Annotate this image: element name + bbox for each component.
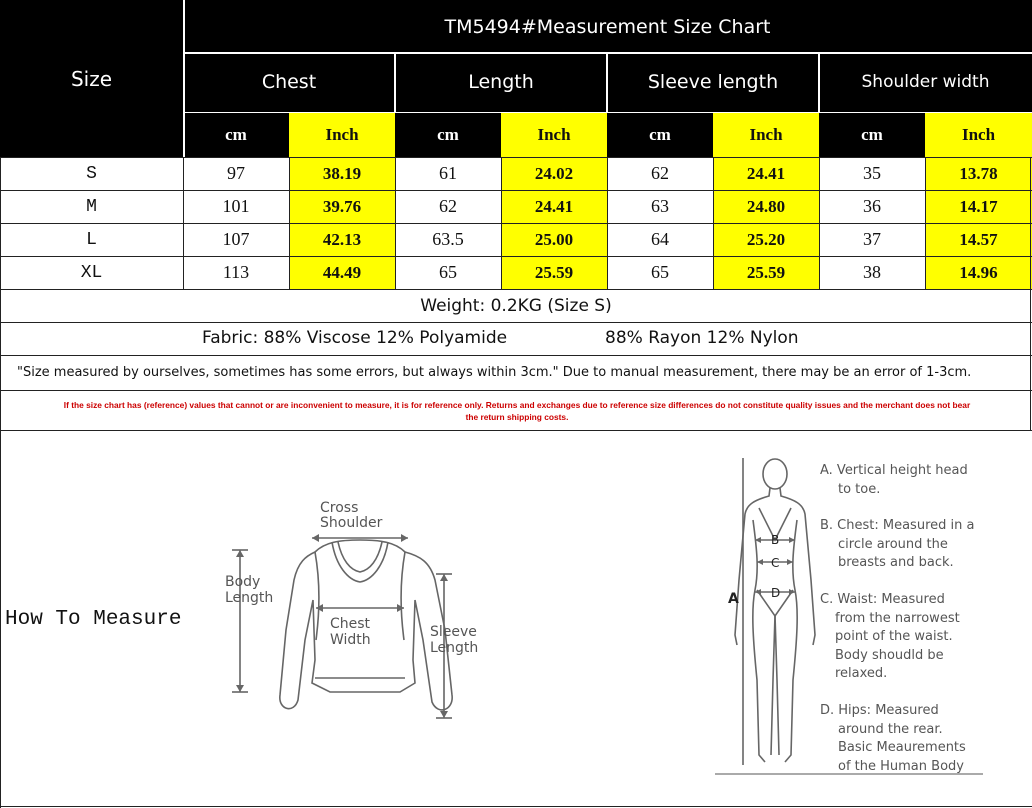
fabric-info-alt: 88% Rayon 12% Nylon (605, 328, 799, 348)
table-cell: 65 (439, 262, 457, 282)
body-diagram (715, 450, 1015, 780)
table-cell: 14.96 (925, 256, 1032, 289)
table-cell: 62 (439, 196, 457, 216)
size-m: M (86, 196, 97, 217)
table-cell: 13.78 (925, 157, 1032, 190)
table-cell: 14.57 (925, 223, 1032, 256)
letter-c: C (771, 556, 780, 570)
note-c-1: C. Waist: Measured (820, 592, 945, 607)
unit-length-cm: cm (437, 125, 459, 144)
weight-info: Weight: 0.2KG (Size S) (420, 295, 612, 316)
label-cross: Cross (320, 500, 359, 516)
label-sleeve-length: Length (430, 640, 479, 656)
unit-sleeve-inch: Inch (713, 113, 819, 157)
label-body: Body (225, 574, 261, 590)
table-cell: 63 (651, 196, 669, 216)
unit-sleeve-cm: cm (649, 125, 671, 144)
unit-chest-inch: Inch (289, 113, 395, 157)
table-cell: 107 (222, 229, 250, 249)
disclaimer-line-2: the return shipping costs. (465, 412, 569, 422)
unit-chest-cm: cm (225, 125, 247, 144)
table-cell: 25.59 (713, 256, 819, 289)
table-cell: 64 (651, 229, 669, 249)
note-a-2: to toe. (838, 482, 881, 497)
letter-d: D (771, 586, 781, 600)
size-s: S (86, 163, 97, 184)
table-cell: 38 (863, 262, 881, 282)
size-xl: XL (80, 262, 103, 283)
note-b-2: circle around the (838, 537, 948, 552)
col-sleeve-length: Sleeve length (647, 71, 779, 93)
measurement-note: "Size measured by ourselves, sometimes has some errors, but always within 3cm." Due to manual measurement, there may be an error of 1-3cm. (17, 365, 972, 380)
table-cell: 36 (863, 196, 881, 216)
table-cell: 97 (227, 163, 245, 183)
how-to-measure-label: How To Measure (5, 608, 182, 631)
size-header: Size (70, 67, 113, 91)
table-cell: 35 (863, 163, 881, 183)
col-shoulder-width: Shoulder width (861, 72, 990, 92)
note-d-3: Basic Meaurements (838, 740, 966, 755)
table-cell: 14.17 (925, 190, 1032, 223)
note-c-5: relaxed. (835, 666, 888, 681)
table-cell: 101 (222, 196, 250, 216)
label-chest: Chest (330, 616, 371, 632)
table-cell: 24.41 (501, 190, 607, 223)
note-a-1: A. Vertical height head (820, 463, 968, 478)
col-chest: Chest (261, 71, 317, 93)
table-cell: 62 (651, 163, 669, 183)
fabric-info: Fabric: 88% Viscose 12% Polyamide (202, 328, 508, 348)
table-cell: 39.76 (289, 190, 395, 223)
note-b-1: B. Chest: Measured in a (820, 518, 975, 533)
table-cell: 44.49 (289, 256, 395, 289)
note-b-3: breasts and back. (838, 555, 954, 570)
table-cell: 24.80 (713, 190, 819, 223)
table-cell: 38.19 (289, 157, 395, 190)
col-length: Length (468, 71, 534, 93)
table-cell: 61 (439, 163, 457, 183)
label-body-length: Length (225, 590, 274, 606)
table-cell: 24.02 (501, 157, 607, 190)
table-cell: 24.41 (713, 157, 819, 190)
table-cell: 25.20 (713, 223, 819, 256)
letter-a: A (728, 591, 739, 607)
note-d-2: around the rear. (838, 722, 943, 737)
table-cell: 63.5 (432, 229, 464, 249)
unit-length-inch: Inch (501, 113, 607, 157)
disclaimer (8, 399, 1026, 423)
chart-title: TM5494#Measurement Size Chart (444, 15, 771, 38)
table-cell: 113 (222, 262, 250, 282)
note-c-4: Body shoudld be (835, 648, 944, 663)
garment-diagram (220, 490, 490, 730)
table-cell: 25.00 (501, 223, 607, 256)
note-d-4: of the Human Body (838, 759, 964, 774)
table-cell: 65 (651, 262, 669, 282)
disclaimer-line-1: If the size chart has (reference) values that cannot or are inconvenient to measure, it is for reference only. Returns and exchanges due to reference size differences do not constitute quality issues and the merchant does not bear (63, 400, 971, 410)
label-shoulder: Shoulder (320, 515, 383, 531)
label-width: Width (330, 632, 371, 648)
note-c-3: point of the waist. (835, 629, 953, 644)
label-sleeve: Sleeve (430, 624, 477, 640)
note-d-1: D. Hips: Measured (820, 703, 939, 718)
note-c-2: from the narrowest (835, 611, 960, 626)
letter-b: B (771, 533, 780, 547)
table-cell: 42.13 (289, 223, 395, 256)
table-cell: 37 (863, 229, 881, 249)
table-cell: 25.59 (501, 256, 607, 289)
unit-shoulder-inch: Inch (925, 113, 1032, 157)
size-l: L (86, 229, 97, 250)
unit-shoulder-cm: cm (861, 125, 883, 144)
